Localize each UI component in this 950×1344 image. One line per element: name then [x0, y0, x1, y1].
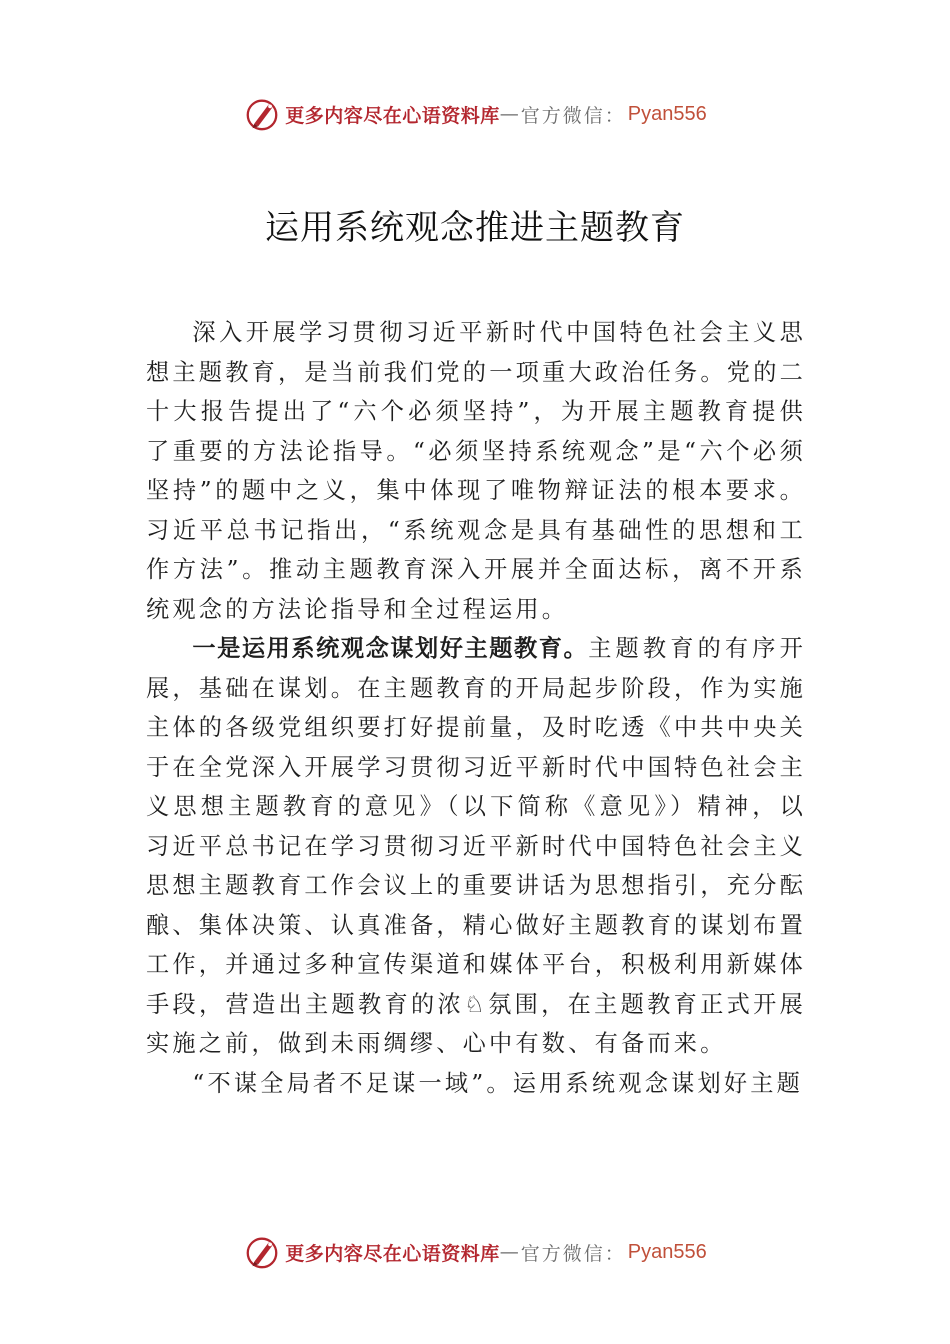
- watermark-wechat-label: 官方微信：: [520, 1242, 626, 1265]
- pen-logo-icon: [243, 95, 281, 133]
- document-body: [146, 313, 806, 1103]
- watermark-wechat-id: Pyan556: [627, 1240, 707, 1263]
- watermark-footer: [0, 1230, 950, 1274]
- pen-logo-icon: [243, 1233, 281, 1271]
- watermark-dash: —: [499, 103, 521, 125]
- watermark-wechat-label: 官方微信：: [520, 104, 626, 127]
- paragraph-2-text: 主题教育的有序开展，基础在谋划。在主题教育的开局起步阶段，作为实施主体的各级党组织要打好提前量，及时吃透《中共中央关于在全党深入开展学习贯彻习近平新时代中国特色社会主义思想主题教育的意见》（以下简称《意见》）精神，以习近平总书记在学习贯彻习近平新时代中国特色社会主义思想主题教育工作会议上的重要讲话为思想指引，充分酝酿、集体决策、认真准备，精心做好主题教育的谋划布置工作，并通过多种宣传渠道和媒体平台，积极利用新媒体手段，营造出主题教育的浓♘氛围，在主题教育正式开展实施之前，做到未雨绸缪、心中有数、有备而来。: [146, 635, 806, 1057]
- paragraph-2-lead: 一是运用系统观念谋划好主题教育。: [192, 635, 589, 662]
- watermark-wechat-id: Pyan556: [627, 102, 707, 125]
- watermark-header: [0, 92, 950, 136]
- paragraph-3-text: “不谋全局者不足谋一域”。运用系统观念谋划好主题: [192, 1069, 804, 1097]
- watermark-brand: 更多内容尽在心语资料库: [285, 1242, 500, 1265]
- document-title: 运用系统观念推进主题教育: [265, 208, 685, 248]
- paragraph-1: [146, 313, 806, 629]
- watermark-dash: —: [499, 1241, 521, 1263]
- watermark-brand: 更多内容尽在心语资料库: [285, 104, 500, 127]
- paragraph-2: [146, 629, 806, 1064]
- paragraph-3: [146, 1064, 806, 1104]
- paragraph-1-text: 深入开展学习贯彻习近平新时代中国特色社会主义思想主题教育，是当前我们党的一项重大政治任务。党的二十大报告提出了“六个必须坚持”，为开展主题教育提供了重要的方法论指导。“必须坚持系统观念”是“六个必须坚持”的题中之义，集中体现了唯物辩证法的根本要求。习近平总书记指出，“系统观念是具有基础性的思想和工作方法”。推动主题教育深入开展并全面达标，离不开系统观念的方法论指导和全过程运用。: [146, 319, 806, 623]
